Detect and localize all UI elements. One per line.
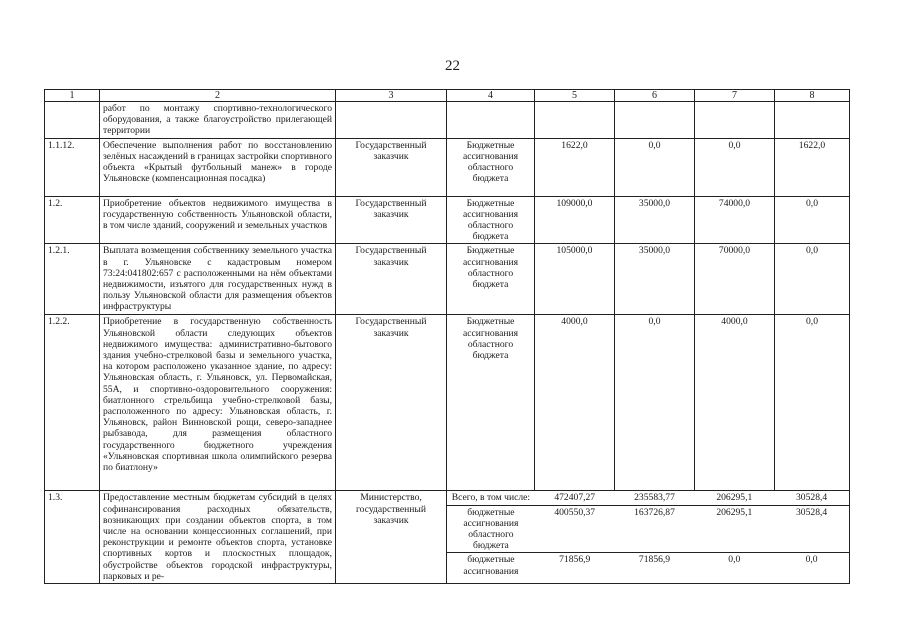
item-value-year3: 0,0: [775, 196, 850, 244]
item-description-text: Предоставление местным бюджетам субсидий в целях софинансирования расходных обязательств, возникающих при создании объектов спорта, в том числе на основании концессионных соглашений, при реконструкции и ремонте объектов спорта, установке спортивных кортов и плоскостных площадок, обустройстве объектов городской инфраструктуры, парковых и ре-: [103, 492, 332, 582]
item-executor: Государственный заказчик: [336, 196, 447, 244]
funding-value-year3: 0,0: [774, 553, 849, 578]
funding-value-year1: 71856,9: [615, 553, 695, 578]
table-row: [45, 102, 850, 139]
item-number: 1.2.: [45, 196, 100, 244]
item-description: работ по монтажу спортивно-технологического оборудования, а также благоустройство прилегающей территории: [100, 102, 336, 139]
item-funding-source: [447, 102, 535, 139]
item-number: [45, 102, 100, 139]
item-description: Приобретение в государственную собственность Ульяновской области следующих объектов недвижимого имущества: административно-бытового здания учебно-стрелковой базы и земельного участка, на котором расположено указанное здание, по адресу: Ульяновская область, г. Ульяновск, ул. Первомайская, 55А, и спортивно-оздоровительного сооружения: биатлонного стрельбища учебно-стрелковой базы, расположенного по адресу: Ульяновская область, г. Ульяновск, район Винновской рощи, северо-западнее рыбзавода, для размещения областного государственного бюджетного учреждения «Ульяновская спортивная школа олимпийского резерва по биатлону»: [100, 315, 336, 491]
column-header: 4: [447, 90, 535, 102]
funding-value-year2: 206295,1: [716, 492, 753, 504]
funding-breakdown: [447, 491, 850, 584]
item-funding-source: Бюджетные ассигнования областного бюджета: [447, 315, 535, 491]
program-table: [44, 89, 850, 584]
funding-breakdown-table: [447, 491, 849, 577]
item-executor: Государственный заказчик: [336, 244, 447, 315]
funding-value-total: 472407,27: [554, 492, 596, 504]
funding-value-year2: 0,0: [694, 553, 774, 578]
item-description: Выплата возмещения собственнику земельного участка в г. Ульяновске с кадастровым номером 73:24:041802:657 с расположенными на нём объектами недвижимости, изъятого для государственных нужд в пользу Ульяновской области для размещения объектов инфраструктуры: [100, 244, 336, 315]
item-executor: Государственный заказчик: [336, 138, 447, 196]
item-value-total: 109000,0: [535, 196, 615, 244]
item-executor: Министерство, государственный заказчик: [336, 491, 447, 584]
item-value-total: [535, 102, 615, 139]
funding-value-year3: 30528,4: [774, 505, 849, 553]
item-funding-source: Бюджетные ассигнования областного бюджета: [447, 244, 535, 315]
funding-value-total: 71856,9: [535, 553, 615, 578]
funding-row-regional: [447, 505, 849, 553]
item-value-total: 1622,0: [535, 138, 615, 196]
item-executor: Государственный заказчик: [336, 315, 447, 491]
table-row: [45, 315, 850, 491]
column-header: 8: [775, 90, 850, 102]
item-funding-source: Бюджетные ассигнования областного бюджета: [447, 138, 535, 196]
funding-row-other: [447, 553, 849, 578]
item-value-year3: 1622,0: [775, 138, 850, 196]
item-value-year2: [695, 102, 775, 139]
column-header: 1: [45, 90, 100, 102]
funding-row-total: [447, 491, 849, 505]
item-value-year1: [615, 102, 695, 139]
item-value-year1: 35000,0: [615, 196, 695, 244]
column-header: 3: [336, 90, 447, 102]
funding-source: Всего, в том числе:: [451, 492, 531, 504]
page-number: 22: [445, 58, 460, 74]
funding-source: бюджетные ассигнования: [447, 553, 535, 578]
item-value-total: 105000,0: [535, 244, 615, 315]
item-value-year3: 0,0: [775, 315, 850, 491]
item-value-year1: 0,0: [615, 138, 695, 196]
item-value-year1: 35000,0: [615, 244, 695, 315]
column-number-row: [45, 90, 850, 102]
item-funding-source: Бюджетные ассигнования областного бюджета: [447, 196, 535, 244]
item-description: Приобретение объектов недвижимого имущества в государственную собственность Ульяновской области, в том числе зданий, сооружений и земельных участков: [100, 196, 336, 244]
funding-value-year1: 163726,87: [615, 505, 695, 553]
column-header: 6: [615, 90, 695, 102]
table-row: [45, 244, 850, 315]
item-number: 1.1.12.: [45, 138, 100, 196]
item-number: 1.2.1.: [45, 244, 100, 315]
item-value-year2: 70000,0: [695, 244, 775, 315]
item-executor: [336, 102, 447, 139]
item-value-total: 4000,0: [535, 315, 615, 491]
item-number: 1.2.2.: [45, 315, 100, 491]
column-header: 5: [535, 90, 615, 102]
item-description: Обеспечение выполнения работ по восстановлению зелёных насаждений в границах застройки спортивного объекта «Крытый футбольный манеж» в городе Ульяновске (компенсационная посадка): [100, 138, 336, 196]
item-description: [100, 491, 336, 584]
column-header: 2: [100, 90, 336, 102]
table-row: [45, 138, 850, 196]
table-row: [45, 196, 850, 244]
funding-value-year3: 30528,4: [796, 492, 828, 504]
item-value-year3: [775, 102, 850, 139]
item-value-year3: 0,0: [775, 244, 850, 315]
funding-source: бюджетные ассигнования областного бюджета: [447, 505, 535, 553]
column-header: 7: [695, 90, 775, 102]
item-value-year2: 4000,0: [695, 315, 775, 491]
funding-value-total: 400550,37: [535, 505, 615, 553]
item-value-year2: 74000,0: [695, 196, 775, 244]
table-row-subsidies: [45, 491, 850, 584]
funding-value-year2: 206295,1: [694, 505, 774, 553]
item-number: 1.3.: [45, 491, 100, 584]
funding-value-year1: 235583,77: [634, 492, 675, 504]
item-value-year1: 0,0: [615, 315, 695, 491]
item-value-year2: 0,0: [695, 138, 775, 196]
